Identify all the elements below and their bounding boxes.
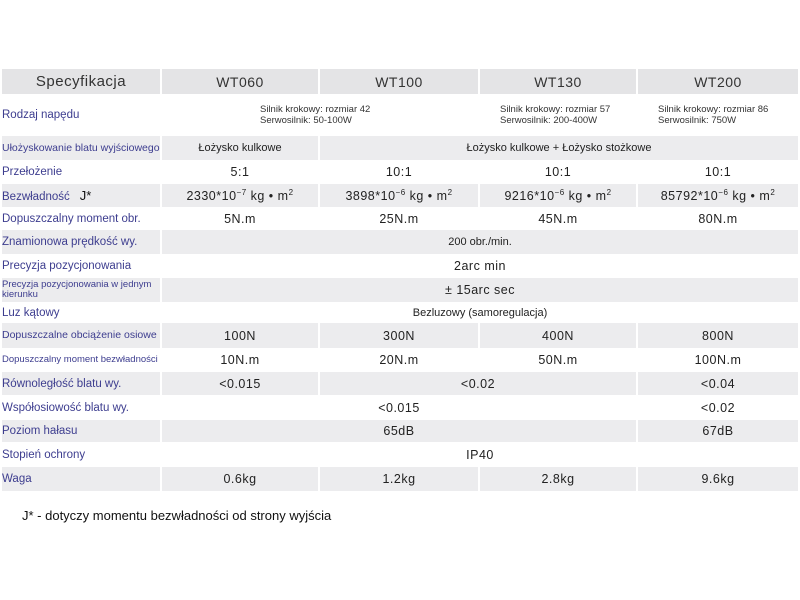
- axial-wt100: 300N: [320, 323, 480, 349]
- axial-wt200: 800N: [638, 323, 798, 349]
- inertia-moment-wt130: 50N.m: [480, 349, 638, 372]
- moment-wt130: 45N.m: [480, 208, 638, 230]
- drive-wt060-100-line2: Serwosilnik: 50-100W: [260, 115, 352, 126]
- inertia-wt060-unit: kg • m: [246, 189, 289, 204]
- parallel-mid: <0.02: [320, 372, 638, 396]
- inertia-wt100-unit-exp: 2: [447, 187, 453, 197]
- row-drive: [2, 95, 798, 136]
- inertia-wt060-base: 2330*10: [186, 189, 237, 204]
- coaxial-left: <0.015: [162, 396, 638, 420]
- moment-wt060: 5N.m: [162, 208, 320, 230]
- inertia-wt200-unit: kg • m: [728, 189, 771, 204]
- row-ip: [2, 443, 798, 467]
- row-weight: [2, 467, 798, 492]
- inertia-wt060-exp: −7: [236, 187, 247, 197]
- ip-value: IP40: [162, 443, 798, 467]
- row-noise: [2, 420, 798, 443]
- noise-left: 65dB: [162, 420, 638, 443]
- inertia-wt130-unit-exp: 2: [606, 187, 612, 197]
- weight-wt100: 1.2kg: [320, 467, 480, 492]
- row-moment: [2, 208, 798, 230]
- spec-table: [2, 69, 798, 492]
- model-wt130: WT130: [480, 69, 638, 95]
- model-wt060: WT060: [162, 69, 320, 95]
- noise-wt200: 67dB: [638, 420, 798, 443]
- ratio-wt100: 10:1: [320, 161, 480, 184]
- inertia-label: Bezwładność: [2, 191, 70, 203]
- inertia-wt130: [480, 184, 638, 208]
- inertia-wt100-exp: −6: [395, 187, 406, 197]
- axial-wt060: 100N: [162, 323, 320, 349]
- ratio-wt200: 10:1: [638, 161, 798, 184]
- row-parallel: [2, 372, 798, 396]
- moment-wt200: 80N.m: [638, 208, 798, 230]
- parallel-label: Równoległość blatu wy.: [2, 372, 162, 396]
- backlash-label: Luz kątowy: [2, 303, 162, 323]
- inertia-moment-wt060: 10N.m: [162, 349, 320, 372]
- axial-wt130: 400N: [480, 323, 638, 349]
- precision-one-label: Precyzja pozycjonowania w jednym kierunku: [2, 278, 162, 303]
- precision-one-value: ± 15arc sec: [162, 278, 798, 303]
- axial-label: Dopuszczalne obciążenie osiowe: [2, 323, 162, 349]
- backlash-value: Bezluzowy (samoregulacja): [162, 303, 798, 323]
- inertia-mark: J*: [79, 188, 92, 203]
- ip-label: Stopień ochrony: [2, 443, 162, 467]
- spec-header: Specyfikacja: [2, 69, 162, 95]
- inertia-wt130-unit: kg • m: [564, 189, 607, 204]
- inertia-wt200-exp: −6: [718, 187, 729, 197]
- weight-wt200: 9.6kg: [638, 467, 798, 492]
- row-precision: [2, 255, 798, 278]
- coaxial-wt200: <0.02: [638, 396, 798, 420]
- drive-wt130-line1: Silnik krokowy: rozmiar 57: [500, 104, 611, 115]
- moment-wt100: 25N.m: [320, 208, 480, 230]
- bearing-wt060: Łożysko kulkowe: [162, 136, 320, 161]
- inertia-wt130-exp: −6: [554, 187, 565, 197]
- drive-wt200: [638, 95, 798, 136]
- row-inertia-moment: [2, 349, 798, 372]
- ratio-wt060: 5:1: [162, 161, 320, 184]
- parallel-wt200: <0.04: [638, 372, 798, 396]
- ratio-wt130: 10:1: [480, 161, 638, 184]
- model-wt100: WT100: [320, 69, 480, 95]
- drive-wt130-line2: Serwosilnik: 200-400W: [500, 115, 598, 126]
- speed-label: Znamionowa prędkość wy.: [2, 230, 162, 255]
- row-backlash: [2, 303, 798, 323]
- row-inertia: [2, 184, 798, 208]
- inertia-wt100: [320, 184, 480, 208]
- parallel-wt060: <0.015: [162, 372, 320, 396]
- inertia-wt060: [162, 184, 320, 208]
- inertia-wt200-base: 85792*10: [660, 189, 719, 204]
- footnote: J* - dotyczy momentu bezwładności od strony wyjścia: [22, 508, 332, 523]
- precision-value: 2arc min: [162, 255, 798, 278]
- coaxial-label: Współosiowość blatu wy.: [2, 396, 162, 420]
- inertia-wt130-base: 9216*10: [504, 189, 555, 204]
- inertia-wt200-unit-exp: 2: [770, 187, 776, 197]
- inertia-moment-label: Dopuszczalny moment bezwładności: [2, 349, 162, 372]
- precision-label: Precyzja pozycjonowania: [2, 255, 162, 278]
- ratio-label: Przełożenie: [2, 161, 162, 184]
- inertia-wt200: [638, 184, 798, 208]
- inertia-moment-wt200: 100N.m: [638, 349, 798, 372]
- weight-wt130: 2.8kg: [480, 467, 638, 492]
- speed-value: 200 obr./min.: [162, 230, 798, 255]
- weight-label: Waga: [2, 467, 162, 492]
- bearing-label: Ułożyskowanie blatu wyjściowego: [2, 136, 162, 161]
- header-row: [2, 69, 798, 95]
- inertia-wt100-base: 3898*10: [345, 189, 396, 204]
- bearing-rest: Łożysko kulkowe + Łożysko stożkowe: [320, 136, 798, 161]
- inertia-moment-wt100: 20N.m: [320, 349, 480, 372]
- drive-wt130: [480, 95, 638, 136]
- model-wt200: WT200: [638, 69, 798, 95]
- drive-wt200-line2: Serwosilnik: 750W: [658, 115, 737, 126]
- row-axial: [2, 323, 798, 349]
- inertia-wt100-unit: kg • m: [405, 189, 448, 204]
- row-precision-one: [2, 278, 798, 303]
- row-coaxial: [2, 396, 798, 420]
- weight-wt060: 0.6kg: [162, 467, 320, 492]
- drive-wt060-100: [162, 95, 480, 136]
- drive-wt200-line1: Silnik krokowy: rozmiar 86: [658, 104, 769, 115]
- row-ratio: [2, 161, 798, 184]
- row-bearing: [2, 136, 798, 161]
- inertia-label-cell: [2, 184, 162, 208]
- drive-label: Rodzaj napędu: [2, 95, 162, 136]
- inertia-wt060-unit-exp: 2: [288, 187, 294, 197]
- noise-label: Poziom hałasu: [2, 420, 162, 443]
- drive-wt060-100-line1: Silnik krokowy: rozmiar 42: [260, 104, 371, 115]
- row-speed: [2, 230, 798, 255]
- moment-label: Dopuszczalny moment obr.: [2, 208, 162, 230]
